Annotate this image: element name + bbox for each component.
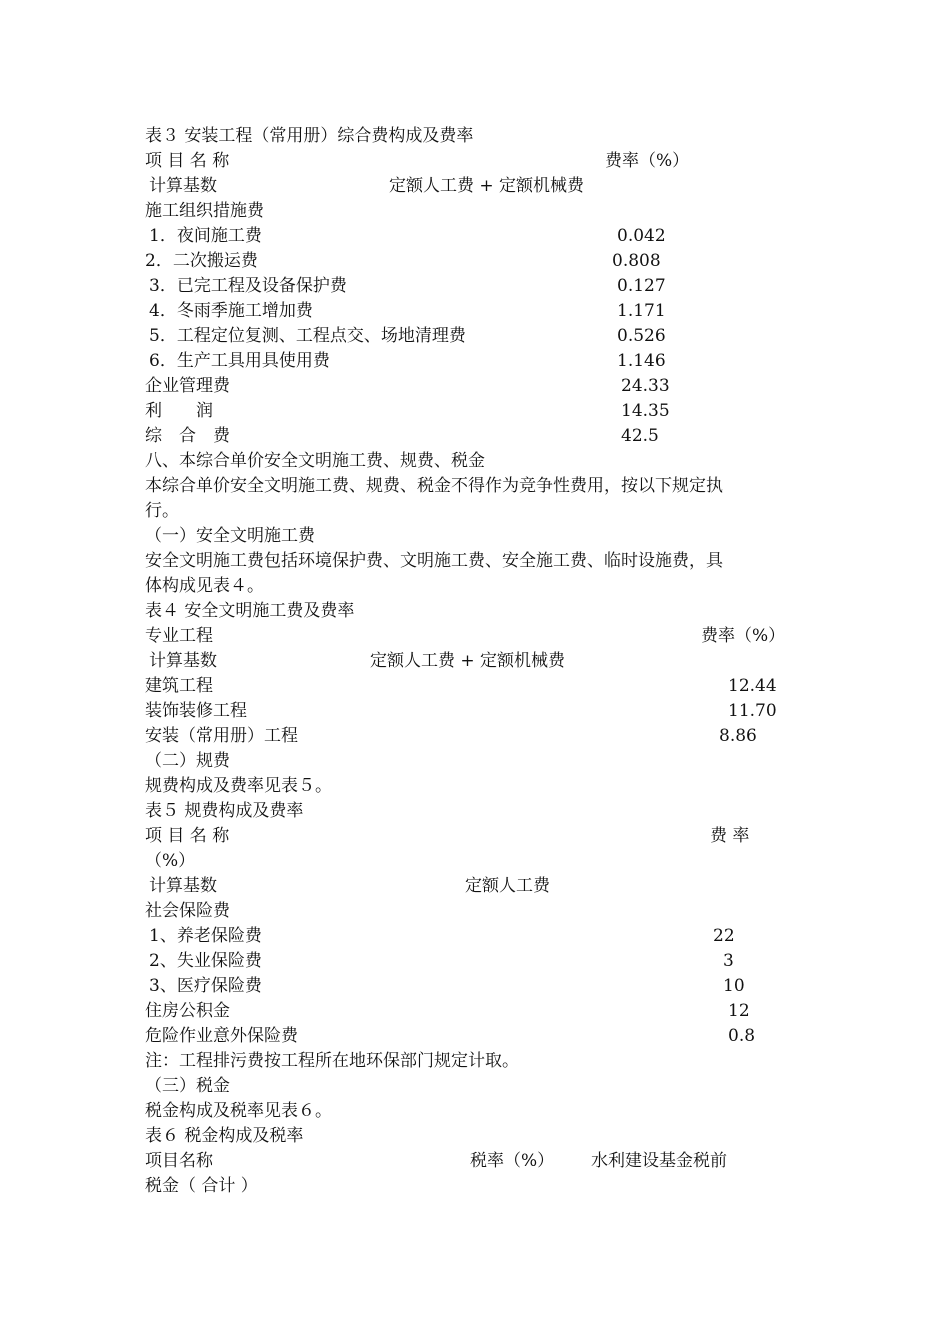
table5-base-value: 定额人工费	[465, 876, 550, 896]
table3-header-rate: 费率（%）	[605, 151, 690, 171]
row-value: 42.5	[621, 426, 659, 446]
table6-header-name: 项目名称	[145, 1151, 213, 1171]
table6-title: 表６ 税金构成及税率	[145, 1126, 304, 1146]
table3-base-label: 计算基数	[149, 176, 217, 196]
subsection2-heading: （二）规费	[145, 751, 230, 771]
table3-row	[145, 299, 845, 324]
table3-title: 表３ 安装工程（常用册）综合费构成及费率	[145, 126, 474, 146]
table5-housing-row	[145, 999, 845, 1024]
table5-row	[145, 949, 845, 974]
row-label: 3、医疗保险费	[149, 976, 262, 996]
row-value: 0.808	[612, 251, 661, 271]
row-value: 10	[723, 976, 745, 996]
row-label: 综 合 费	[145, 426, 230, 446]
table6-header-rate: 税率（%）	[470, 1151, 555, 1171]
table3-row	[145, 349, 845, 374]
table3-row	[145, 324, 845, 349]
table5-header-name: 项 目 名 称	[145, 826, 230, 846]
table3-base-value: 定额人工费 + 定额机械费	[389, 176, 585, 196]
row-label: 危险作业意外保险费	[145, 1026, 298, 1046]
table4-base-value: 定额人工费 + 定额机械费	[370, 651, 566, 671]
table4-header-rate: 费率（%）	[701, 626, 786, 646]
table3-header-name: 项 目 名 称	[145, 151, 230, 171]
section8-heading: 八、本综合单价安全文明施工费、规费、税金	[145, 451, 485, 471]
table5-row	[145, 974, 845, 999]
table5-category: 社会保险费	[145, 901, 230, 921]
row-value: 12	[728, 1001, 750, 1021]
row-label: 2、失业保险费	[149, 951, 262, 971]
note-line: 注：工程排污费按工程所在地环保部门规定计取。	[145, 1051, 519, 1071]
table3-row	[145, 224, 845, 249]
table3-row	[145, 274, 845, 299]
table3-total-row	[145, 424, 845, 449]
subsection1-paragraph-line1: 安全文明施工费包括环境保护费、文明施工费、安全施工费、临时设施费，具	[145, 551, 723, 571]
row-label: 6．生产工具用具使用费	[149, 351, 330, 371]
row-value: 0.127	[617, 276, 666, 296]
table3-category: 施工组织措施费	[145, 201, 264, 221]
row-label: 1、养老保险费	[149, 926, 262, 946]
row-label: 5．工程定位复测、工程点交、场地清理费	[149, 326, 466, 346]
table5-base-label: 计算基数	[149, 876, 217, 896]
row-value: 22	[713, 926, 735, 946]
row-value: 8.86	[719, 726, 757, 746]
table6-header-total: 税金（ 合计 ）	[145, 1176, 258, 1196]
table5-danger-row	[145, 1024, 845, 1049]
table4-row	[145, 699, 845, 724]
subsection1-paragraph-line2: 体构成见表４。	[145, 576, 264, 596]
row-value: 12.44	[728, 676, 777, 696]
row-label: 建筑工程	[145, 676, 213, 696]
row-label: 装饰装修工程	[145, 701, 247, 721]
table4-header	[145, 624, 845, 649]
subsection3-heading: （三）税金	[145, 1076, 230, 1096]
table3-header	[145, 149, 845, 174]
table5-header-rate-unit: （%）	[145, 851, 196, 871]
row-label: 1．夜间施工费	[149, 226, 262, 246]
table5-base-row	[145, 874, 845, 899]
table3-mgmt-row	[145, 374, 845, 399]
row-value: 1.146	[617, 351, 666, 371]
table4-base-row	[145, 649, 845, 674]
row-value: 24.33	[621, 376, 670, 396]
row-label: 企业管理费	[145, 376, 230, 396]
row-value: 3	[723, 951, 734, 971]
row-value: 0.8	[728, 1026, 756, 1046]
table3-row	[145, 249, 845, 274]
table5-header-rate: 费 率	[710, 826, 750, 846]
subsection1-heading: （一）安全文明施工费	[145, 526, 315, 546]
table4-header-name: 专业工程	[145, 626, 213, 646]
row-label: 住房公积金	[145, 1001, 230, 1021]
row-label: 利 润	[145, 401, 213, 421]
table5-title: 表５ 规费构成及费率	[145, 801, 304, 821]
table6-header	[145, 1149, 845, 1174]
row-label: 安装（常用册）工程	[145, 726, 298, 746]
subsection2-paragraph: 规费构成及费率见表５。	[145, 776, 332, 796]
row-label: 4．冬雨季施工增加费	[149, 301, 313, 321]
table5-header	[145, 824, 845, 849]
row-label: 2．二次搬运费	[145, 251, 258, 271]
row-value: 0.042	[617, 226, 666, 246]
table4-row	[145, 674, 845, 699]
row-label: 3．已完工程及设备保护费	[149, 276, 347, 296]
table3-base-row	[145, 174, 845, 199]
table4-row	[145, 724, 845, 749]
row-value: 0.526	[617, 326, 666, 346]
row-value: 11.70	[728, 701, 777, 721]
table4-title: 表４ 安全文明施工费及费率	[145, 601, 355, 621]
table6-header-fund: 水利建设基金税前	[591, 1151, 727, 1171]
section8-paragraph-line2: 行。	[145, 501, 179, 521]
section8-paragraph-line1: 本综合单价安全文明施工费、规费、税金不得作为竞争性费用，按以下规定执	[145, 476, 723, 496]
subsection3-paragraph: 税金构成及税率见表６。	[145, 1101, 332, 1121]
table4-base-label: 计算基数	[149, 651, 217, 671]
row-value: 14.35	[621, 401, 670, 421]
table3-profit-row	[145, 399, 845, 424]
row-value: 1.171	[617, 301, 666, 321]
table5-row	[145, 924, 845, 949]
